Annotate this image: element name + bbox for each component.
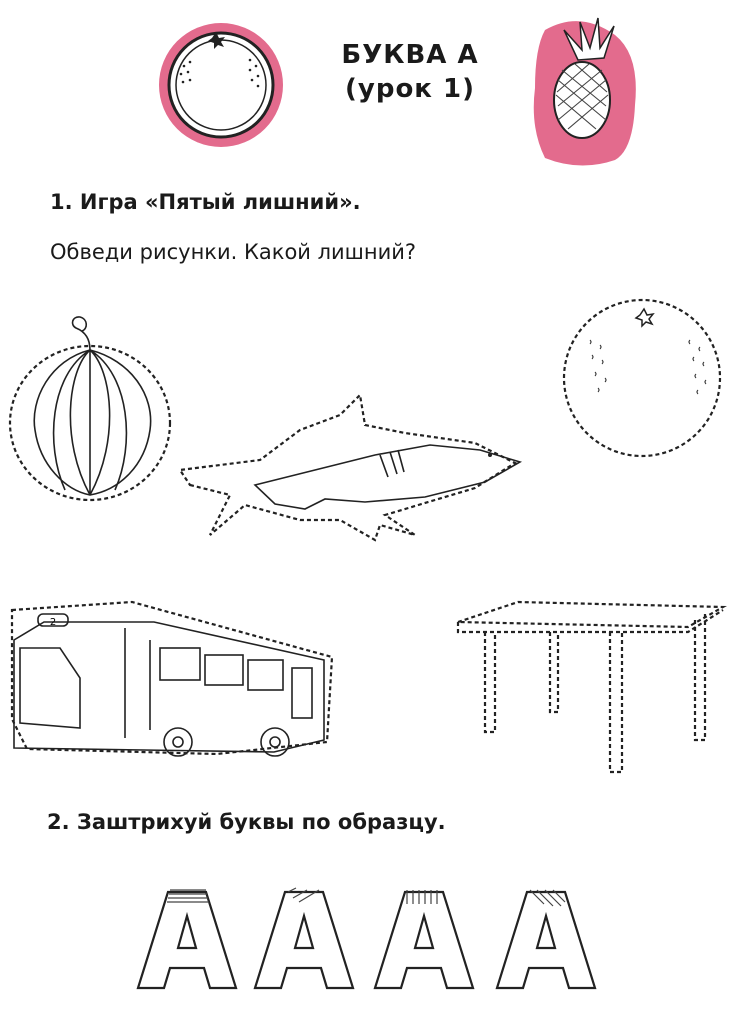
letter-a-2[interactable] <box>375 890 473 988</box>
letter-a-3[interactable] <box>497 890 595 988</box>
letter-a-1[interactable] <box>255 888 353 988</box>
lesson-subtitle: (урок 1) <box>345 74 475 104</box>
task1-heading: 1. Игра «Пятый лишний». <box>50 190 361 214</box>
task1-instruction: Обведи рисунки. Какой лишний? <box>50 240 417 264</box>
task2-heading: 2. Заштрихуй буквы по образцу. <box>47 810 446 834</box>
bus-number: 2 <box>49 617 57 628</box>
letter-a-sample[interactable] <box>138 890 236 988</box>
title-text: БУКВА А <box>341 40 479 70</box>
